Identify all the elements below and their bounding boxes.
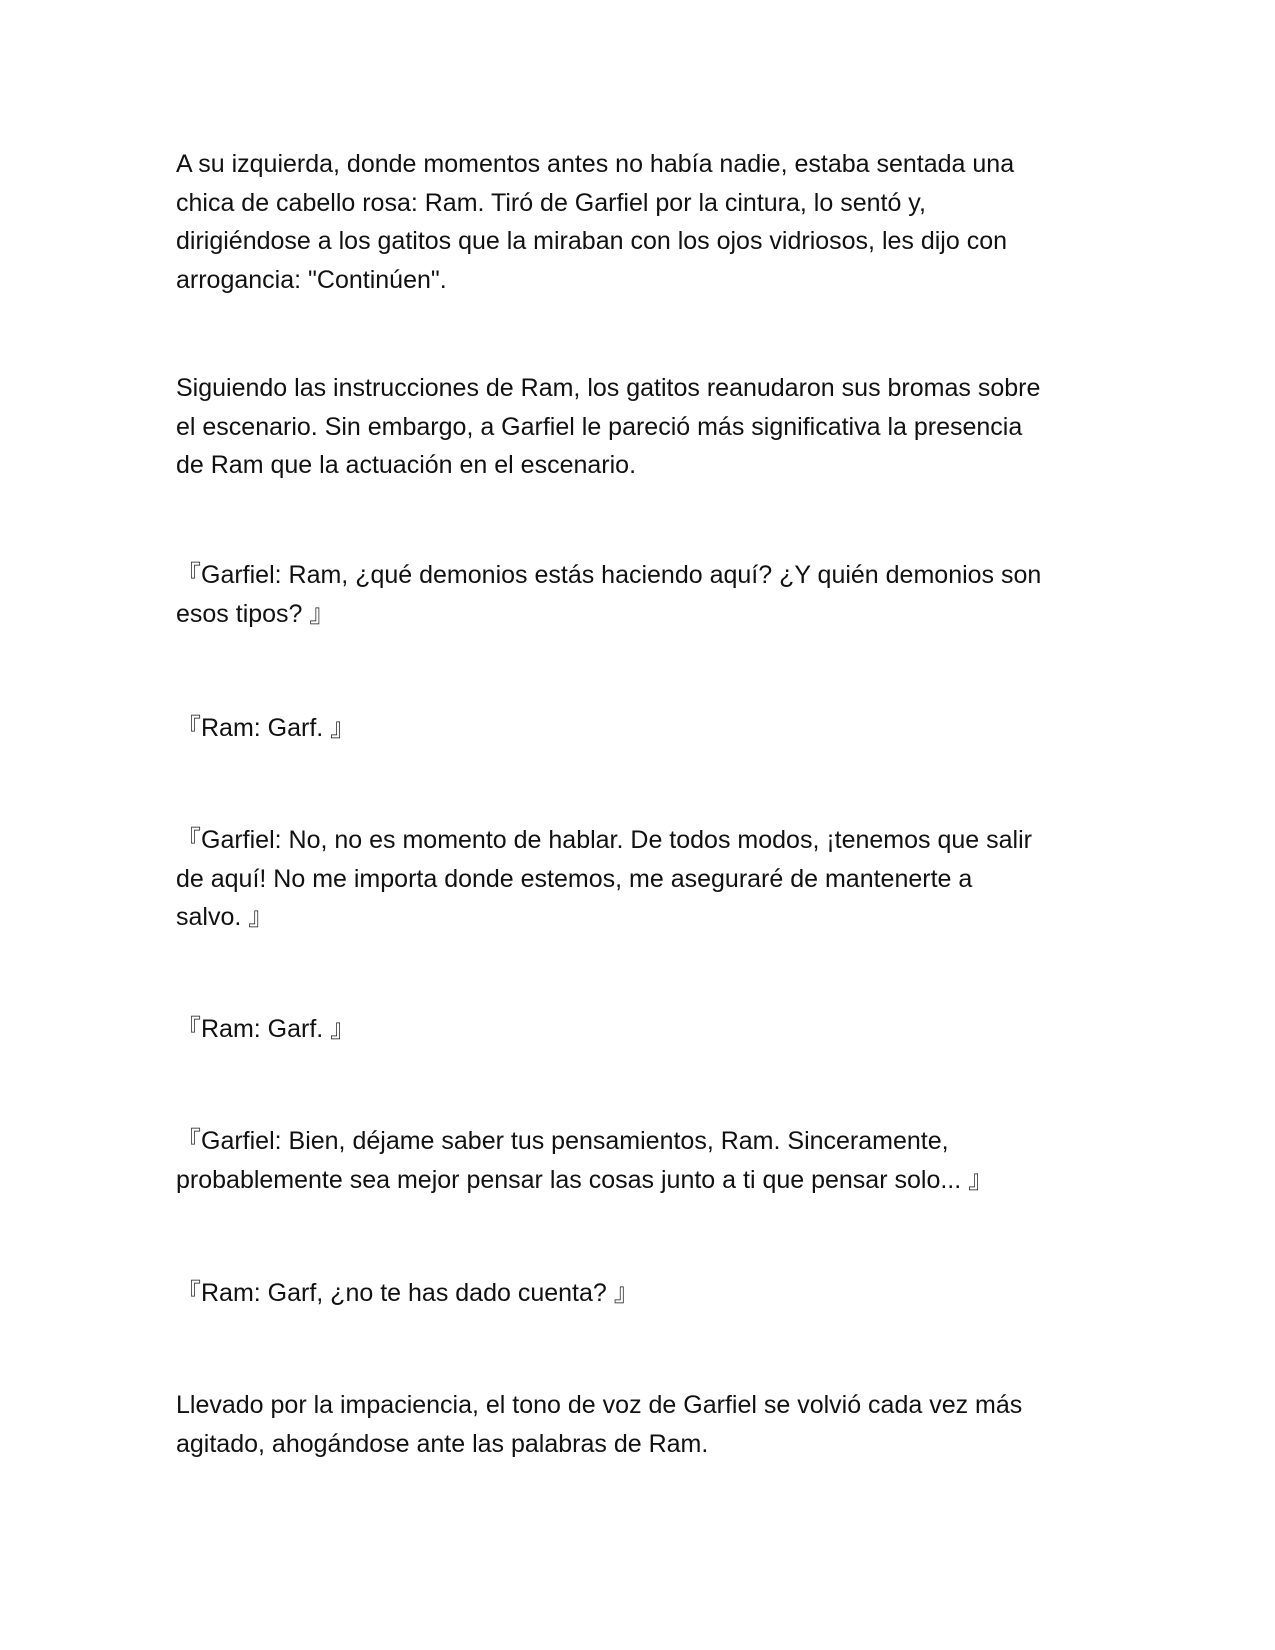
text-line: salvo. 』: [176, 903, 274, 931]
text-line: de aquí! No me importa donde estemos, me aseguraré de mantenerte a: [176, 864, 973, 893]
text-line: 『Garfiel: Ram, ¿qué demonios estás haciendo aquí? ¿Y quién demonios son: [176, 561, 1042, 589]
text-line: el escenario. Sin embargo, a Garfiel le pareció más significativa la presencia: [176, 412, 1023, 441]
text-line: de Ram que la actuación en el escenario.: [176, 451, 637, 479]
dialogue-paragraph: [176, 709, 1106, 748]
text-line: 『Garfiel: No, no es momento de hablar. De todos modos, ¡tenemos que salir: [176, 826, 1032, 854]
narration-paragraph: [176, 1386, 1106, 1463]
text-line: Llevado por la impaciencia, el tono de voz de Garfiel se volvió cada vez más: [176, 1391, 1023, 1419]
text-line: Siguiendo las instrucciones de Ram, los gatitos reanudaron sus bromas sobre: [176, 374, 1041, 402]
dialogue-paragraph: [176, 1274, 1106, 1313]
text-line: agitado, ahogándose ante las palabras de Ram.: [176, 1429, 709, 1458]
text-line: dirigiéndose a los gatitos que la miraban con los ojos vidriosos, les dijo con: [176, 227, 1008, 255]
text-line: probablemente sea mejor pensar las cosas junto a ti que pensar solo... 』: [176, 1165, 994, 1194]
text-line: 『Ram: Garf. 』: [176, 1015, 356, 1043]
dialogue-paragraph: [176, 1122, 1106, 1199]
text-line: arrogancia: "Continúen".: [176, 265, 447, 294]
dialogue-paragraph: [176, 556, 1106, 633]
text-line: 『Garfiel: Bien, déjame saber tus pensamientos, Ram. Sinceramente,: [176, 1127, 949, 1155]
text-line: chica de cabello rosa: Ram. Tiró de Garfiel por la cintura, lo sentó y,: [176, 188, 926, 217]
narration-paragraph: [176, 145, 1106, 299]
dialogue-paragraph: [176, 1010, 1106, 1049]
text-line: A su izquierda, donde momentos antes no había nadie, estaba sentada una: [176, 150, 1015, 178]
narration-paragraph: [176, 369, 1106, 485]
text-line: esos tipos? 』: [176, 599, 335, 628]
dialogue-paragraph: [176, 821, 1106, 937]
text-line: 『Ram: Garf, ¿no te has dado cuenta? 』: [176, 1279, 639, 1307]
text-line: 『Ram: Garf. 』: [176, 714, 356, 742]
